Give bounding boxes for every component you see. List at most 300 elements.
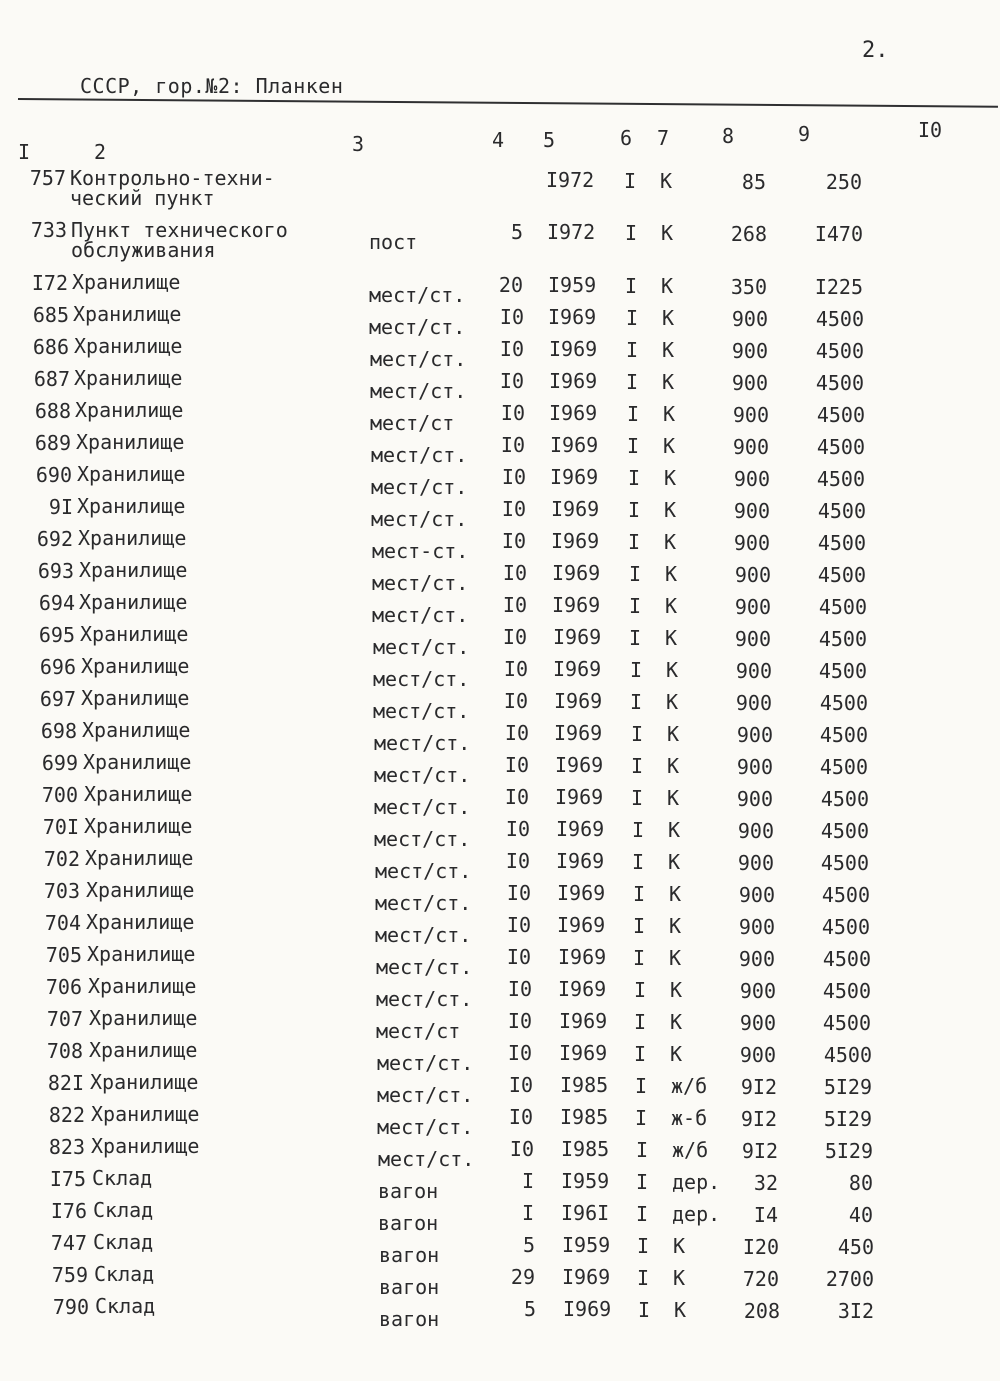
capacity-value: I0 [507,1009,532,1033]
build-year: I96I [561,1201,610,1226]
object-number: 690 [35,463,72,487]
material: ж/б [672,1138,709,1163]
column-8-value: 900 [739,1010,776,1035]
capacity-value: I0 [500,401,525,425]
build-year: I969 [552,593,601,618]
object-number: 697 [39,687,76,711]
table-row [0,301,1000,339]
material: К [669,882,682,907]
build-year: I969 [556,817,605,842]
table-row [0,525,1000,563]
build-year: I969 [550,433,599,458]
column-6-value: I [636,1137,649,1162]
column-8-value: 900 [738,914,775,939]
object-number: 705 [45,943,82,967]
column-header: 4 [492,128,505,152]
capacity-value: I0 [507,1041,532,1065]
object-name-line: Хранилище [77,461,186,486]
build-year: I969 [553,657,602,682]
capacity-unit: мест/ст. [373,667,470,691]
object-name [87,941,196,966]
table-row [0,365,1000,403]
column-8-value: 9I2 [741,1138,778,1163]
column-9-value: 4500 [822,979,871,1003]
column-8-value: 900 [739,1042,776,1067]
column-8-value: 900 [733,498,770,523]
column-9-value: 4500 [815,339,864,363]
build-year: I969 [552,561,601,586]
column-6-value: I [625,273,638,298]
build-year: I959 [561,1169,610,1194]
build-year: I959 [562,1233,611,1258]
build-year: I985 [560,1073,609,1098]
capacity-unit: мест/ст. [369,283,466,307]
column-6-value: I [634,1009,647,1034]
material: К [661,274,674,299]
capacity-unit: мест/ст. [377,1083,474,1107]
capacity-value: 29 [510,1265,535,1289]
object-number: 686 [32,335,69,359]
object-number: 823 [48,1135,85,1159]
column-6-value: I [628,497,641,522]
material: дер. [672,1202,721,1227]
column-6-value: I [628,465,641,490]
table-row [0,461,1000,499]
object-name [83,749,192,774]
table-row [0,333,1000,371]
object-name-line: Хранилище [79,557,188,582]
build-year: I969 [553,625,602,650]
object-name-line: Хранилище [73,301,182,326]
capacity-unit: мест/ст. [370,347,467,371]
column-9-value: 4500 [818,627,867,651]
capacity-value: I0 [499,337,524,361]
column-6-value: I [632,849,645,874]
capacity-value: 5 [510,220,523,244]
column-8-value: 900 [731,306,768,331]
capacity-unit: мест/ст. [372,603,469,627]
column-6-value: I [634,977,647,1002]
object-name-line: Пункт технического [71,218,288,242]
object-name-line: Хранилище [78,525,187,550]
column-9-value: 4500 [821,915,870,939]
material: К [666,658,679,683]
object-name-line: Хранилище [81,685,190,710]
object-name-line: Хранилище [86,909,195,934]
column-9-value: 4500 [823,1043,872,1067]
object-name-line: Хранилище [87,941,196,966]
capacity-value: 5 [522,1233,535,1257]
column-6-value: I [626,369,639,394]
column-8-value: 900 [736,786,773,811]
object-name [81,653,190,678]
capacity-unit: мест/ст. [372,571,469,595]
capacity-value: I0 [501,529,526,553]
capacity-value: I0 [508,1105,533,1129]
column-8-value: 900 [734,562,771,587]
column-8-value: 900 [733,530,770,555]
object-name-line: Хранилище [89,1037,198,1062]
column-9-value: 80 [848,1171,873,1195]
capacity-unit: мест/ст. [374,827,471,851]
object-number: 696 [39,655,76,679]
build-year: I969 [559,1009,608,1034]
column-8-value: 900 [732,434,769,459]
capacity-value: I0 [500,433,525,457]
column-9-value: 4500 [820,851,869,875]
column-9-value: 4500 [821,883,870,907]
table-row [0,557,1000,595]
column-8-value: 900 [731,338,768,363]
column-6-value: I [629,561,642,586]
build-year: I969 [550,465,599,490]
object-name [78,525,187,550]
object-number: 790 [52,1295,89,1319]
capacity-unit: мест/ст. [378,1147,475,1171]
object-name [72,269,181,294]
capacity-value: 5 [523,1297,536,1321]
column-8-value: 900 [735,658,772,683]
object-number: 694 [38,591,75,615]
table-row [0,909,1000,947]
build-year: I972 [547,220,596,245]
page-number: 2. [862,38,889,63]
capacity-unit: мест/ст. [369,315,466,339]
object-name-line: Склад [95,1293,156,1318]
column-9-value: 4500 [822,947,871,971]
object-number: 693 [37,559,74,583]
material: К [665,626,678,651]
object-number: 9I [48,495,73,519]
object-name-line: Хранилище [76,429,185,454]
object-number: 703 [43,879,80,903]
object-number: 708 [46,1039,83,1063]
object-number: 822 [48,1103,85,1127]
build-year: I969 [554,721,603,746]
build-year: I959 [548,273,597,298]
object-name [77,493,186,518]
column-8-value: 9I2 [740,1074,777,1099]
object-name [75,397,184,422]
capacity-value: I0 [501,465,526,489]
object-number: 689 [34,431,71,455]
material: К [668,850,681,875]
column-6-value: I [631,785,644,810]
column-9-value: 4500 [815,371,864,395]
capacity-unit: вагон [378,1211,439,1235]
capacity-value: I0 [502,561,527,585]
capacity-unit: мест/ст. [370,379,467,403]
build-year: I969 [549,401,598,426]
capacity-value: I0 [509,1137,534,1161]
column-6-value: I [635,1073,648,1098]
build-year: I985 [561,1137,610,1162]
object-number: 688 [34,399,71,423]
column-8-value: 900 [737,818,774,843]
object-number: 733 [30,218,67,242]
column-6-value: I [636,1169,649,1194]
object-number: I72 [31,271,68,295]
material: К [663,402,676,427]
object-number: 702 [43,847,80,871]
column-6-value: I [638,1297,651,1322]
material: К [669,946,682,971]
material: К [668,818,681,843]
object-name [91,1133,200,1158]
column-6-value: I [633,913,646,938]
capacity-unit: мест/ст. [375,891,472,915]
object-name-line: Контрольно-техни- [70,166,275,190]
material: К [674,1298,687,1323]
object-name [86,909,195,934]
column-6-value: I [633,945,646,970]
column-8-value: 208 [743,1298,780,1323]
column-6-value: I [637,1233,650,1258]
object-number: 698 [40,719,77,743]
column-8-value: 350 [730,274,767,299]
capacity-unit: мест/ст. [375,859,472,883]
object-name-line: Склад [92,1165,153,1190]
build-year: I969 [562,1265,611,1290]
column-9-value: 4500 [816,435,865,459]
build-year: I969 [551,497,600,522]
material: ж-б [671,1106,708,1131]
table-row [0,1101,1000,1139]
material: К [667,754,680,779]
capacity-unit: мест/ст [370,411,455,435]
capacity-unit: мест/ст. [376,955,473,979]
capacity-unit: пост [369,230,418,254]
object-number: 692 [36,527,73,551]
column-9-value: 5I29 [824,1139,873,1163]
column-6-value: I [631,721,644,746]
capacity-unit: мест/ст [376,1019,461,1043]
column-6-value: I [624,168,637,193]
column-6-value: I [627,433,640,458]
object-name-line: ческий пункт [70,186,215,210]
object-number: 695 [38,623,75,647]
build-year: I969 [555,753,604,778]
object-number: 82I [47,1071,84,1095]
material: К [670,1042,683,1067]
table-row [0,1069,1000,1107]
column-8-value: 9I2 [740,1106,777,1131]
capacity-unit: мест/ст. [371,507,468,531]
object-name [89,1037,198,1062]
capacity-value: I0 [503,689,528,713]
object-name [77,461,186,486]
object-name [84,781,193,806]
object-name-line: Хранилище [91,1133,200,1158]
capacity-value: I0 [502,593,527,617]
column-9-value: 450 [837,1235,874,1259]
column-9-value: 3I2 [837,1299,874,1323]
build-year: I972 [546,168,595,193]
object-number: 757 [29,166,66,190]
material: К [662,338,675,363]
object-name [79,557,188,582]
table-row [0,429,1000,467]
object-name [95,1293,156,1318]
column-6-value: I [628,529,641,554]
capacity-value: I0 [504,753,529,777]
column-8-value: 900 [731,370,768,395]
column-9-value: 40 [848,1203,873,1227]
column-8-value: 900 [735,690,772,715]
capacity-unit: вагон [379,1243,440,1267]
table-row [0,1229,1000,1267]
object-name [84,813,193,838]
column-header: 3 [352,132,365,156]
object-name-line: обслуживания [71,238,216,262]
column-9-value: 4500 [815,307,864,331]
material: К [663,434,676,459]
object-number: 687 [33,367,70,391]
material: К [665,594,678,619]
column-9-value: 4500 [822,1011,871,1035]
object-number: 707 [46,1007,83,1031]
column-header: 8 [722,124,735,148]
table-row [0,166,1000,210]
table-row [0,781,1000,819]
column-9-value: 4500 [816,467,865,491]
column-9-value: 5I29 [823,1075,872,1099]
object-name [79,589,188,614]
column-8-value: 900 [738,946,775,971]
column-8-value: 900 [736,722,773,747]
table-row [0,1293,1000,1331]
capacity-value: 20 [498,273,523,297]
build-year: I969 [551,529,600,554]
capacity-value: I0 [506,945,531,969]
object-number: I76 [50,1199,87,1223]
build-year: I969 [549,369,598,394]
capacity-value: I [521,1169,534,1193]
column-6-value: I [629,625,642,650]
column-6-value: I [637,1265,650,1290]
object-name [90,1069,199,1094]
object-name-line: Хранилище [83,749,192,774]
object-name [88,973,197,998]
column-8-value: 900 [736,754,773,779]
table-row [0,218,1000,262]
column-6-value: I [626,305,639,330]
object-name-line: Склад [93,1229,154,1254]
capacity-value: I0 [504,721,529,745]
table-row [0,685,1000,723]
object-name-line: Хранилище [79,589,188,614]
capacity-value: I0 [506,913,531,937]
material: К [673,1266,686,1291]
table-row [0,269,1000,307]
object-name-line: Хранилище [89,1005,198,1030]
object-name [74,365,183,390]
object-name [70,168,275,208]
table-row [0,813,1000,851]
build-year: I969 [559,1041,608,1066]
column-6-value: I [634,1041,647,1066]
object-name-line: Хранилище [72,269,181,294]
table-row [0,749,1000,787]
table-row [0,397,1000,435]
object-name [76,429,185,454]
column-9-value: 2700 [825,1267,874,1291]
object-number: 700 [41,783,78,807]
column-9-value: I470 [814,222,863,246]
build-year: I969 [558,945,607,970]
material: К [660,169,673,194]
object-name-line: Хранилище [82,717,191,742]
object-name [73,301,182,326]
capacity-unit: мест/ст. [374,795,471,819]
column-9-value: 4500 [817,531,866,555]
table-row [0,1005,1000,1043]
material: К [665,562,678,587]
capacity-value: I0 [504,785,529,809]
column-6-value: I [635,1105,648,1130]
material: К [667,722,680,747]
column-8-value: 900 [734,594,771,619]
column-8-value: I4 [753,1202,778,1227]
table-row [0,493,1000,531]
column-header: I0 [918,118,943,142]
object-name [86,877,195,902]
material: К [666,690,679,715]
object-name-line: Хранилище [77,493,186,518]
object-name [81,685,190,710]
capacity-unit: мест/ст. [371,443,468,467]
column-9-value: 4500 [819,723,868,747]
column-8-value: 900 [737,850,774,875]
column-9-value: 4500 [820,787,869,811]
capacity-value: I0 [499,305,524,329]
material: К [664,530,677,555]
column-9-value: 4500 [817,563,866,587]
table-row [0,717,1000,755]
object-name-line: Хранилище [88,973,197,998]
column-6-value: I [626,337,639,362]
material: дер. [672,1170,721,1195]
column-header: 6 [620,126,633,150]
material: К [673,1234,686,1259]
object-name-line: Хранилище [74,365,183,390]
material: К [662,370,675,395]
capacity-unit: мест/ст. [375,923,472,947]
column-6-value: I [633,881,646,906]
table-row [0,973,1000,1011]
build-year: I969 [555,785,604,810]
object-number: 706 [45,975,82,999]
object-number: 70I [42,815,79,839]
column-8-value: 900 [733,466,770,491]
object-name-line: Хранилище [85,845,194,870]
object-number: 747 [50,1231,87,1255]
capacity-unit: вагон [378,1179,439,1203]
capacity-unit: вагон [379,1275,440,1299]
column-9-value: 4500 [820,819,869,843]
capacity-value: I0 [502,625,527,649]
object-name [82,717,191,742]
document-heading: СССР, гор.№2: Планкен [80,74,344,98]
build-year: I969 [557,881,606,906]
column-8-value: I20 [742,1234,779,1259]
build-year: I969 [556,849,605,874]
table-row [0,877,1000,915]
object-name [93,1197,154,1222]
material: К [669,914,682,939]
build-year: I969 [554,689,603,714]
table-row [0,653,1000,691]
